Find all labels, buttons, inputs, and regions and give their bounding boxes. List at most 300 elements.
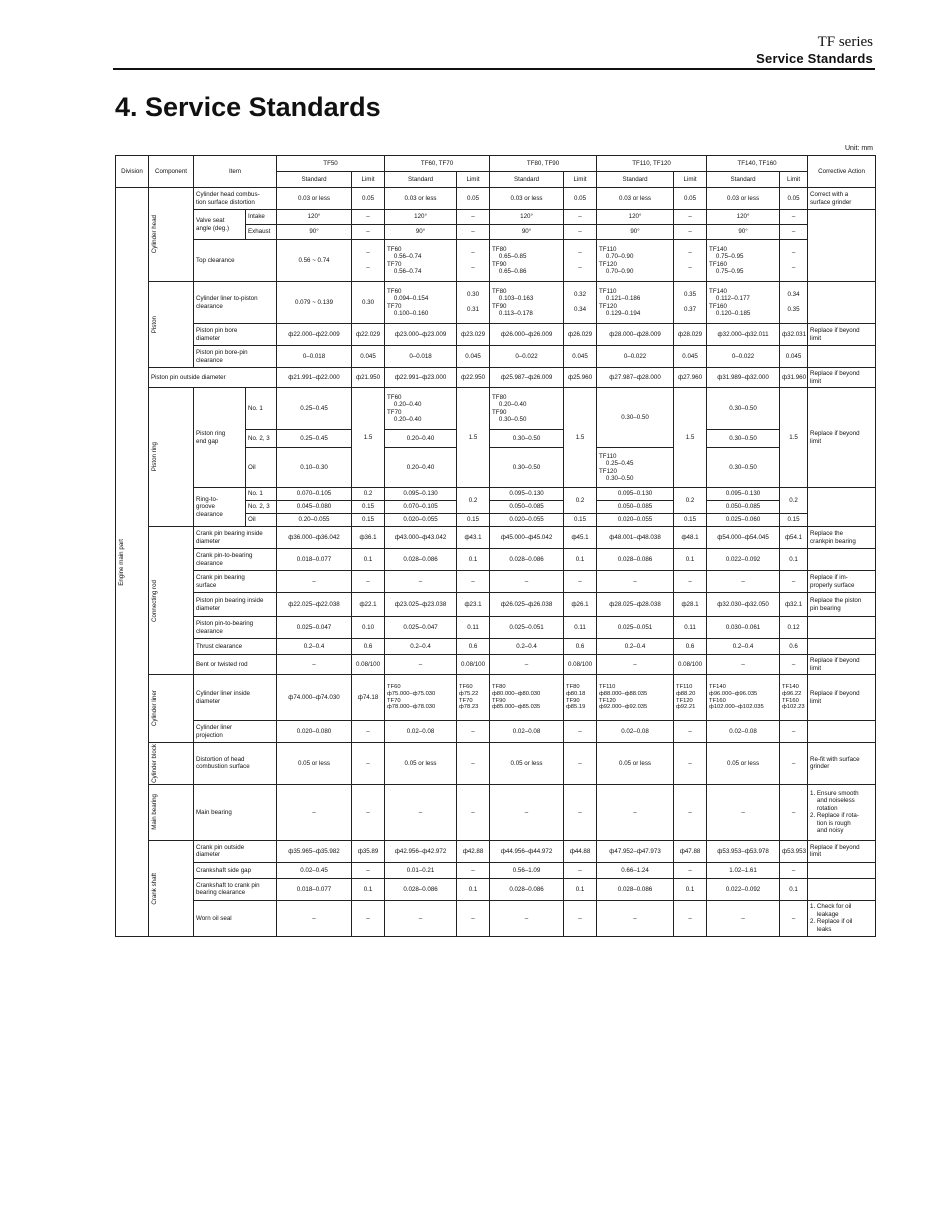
value-cell: 0.56–1.09	[490, 862, 564, 878]
table-row	[116, 743, 876, 785]
value-cell: ф28.029	[674, 324, 707, 346]
value-cell: 0.020–0.055	[597, 514, 674, 527]
value-cell: ф36.1	[352, 527, 385, 549]
table-row	[116, 346, 876, 368]
value-cell: 0.1	[352, 878, 385, 900]
value-cell: 1.5	[564, 388, 597, 488]
value-cell: 0.34 0.35	[780, 282, 808, 324]
value-cell: –	[707, 900, 780, 936]
item-cell: Cylinder liner to-piston clearance	[194, 282, 277, 324]
subitem-cell: No. 1	[246, 388, 277, 430]
value-cell: TF60 0.56–0.74 TF70 0.56–0.74	[385, 240, 457, 282]
value-cell: TF60 0.20–0.40 TF70 0.20–0.40	[385, 388, 457, 430]
value-cell: ф22.025–ф22.038	[277, 593, 352, 617]
value-cell: ф47.88	[674, 840, 707, 862]
value-cell: –	[352, 900, 385, 936]
value-cell: –	[674, 784, 707, 840]
value-cell: 0.02–0.08	[707, 721, 780, 743]
value-cell: –	[385, 900, 457, 936]
value-cell: ф74.000–ф74.030	[277, 675, 352, 721]
component-header: Component	[149, 156, 194, 188]
value-cell: TF60 ф75.000–ф75.030 TF70 ф78.000–ф78.030	[385, 675, 457, 721]
action-cell	[808, 878, 876, 900]
component-connecting-rod: Connecting rod	[149, 527, 194, 675]
limit-header: Limit	[352, 172, 385, 188]
table-header-row	[116, 156, 876, 172]
action-cell: Replace the piston pin bearing	[808, 593, 876, 617]
value-cell: –	[352, 571, 385, 593]
table-row	[116, 862, 876, 878]
value-cell: –	[780, 784, 808, 840]
value-cell: 0.018–0.077	[277, 549, 352, 571]
value-cell: TF80 0.20–0.40 TF90 0.30–0.50	[490, 388, 564, 430]
unit-label: Unit: mm	[845, 145, 873, 152]
value-cell: 0.2–0.4	[277, 639, 352, 655]
value-cell: 0.05 or less	[707, 743, 780, 785]
value-cell: 0.050–0.085	[597, 501, 674, 514]
limit-header: Limit	[564, 172, 597, 188]
value-cell: –	[564, 721, 597, 743]
item-cell: Crank pin-to-bearing clearance	[194, 549, 277, 571]
action-cell: Replace if beyond limit	[808, 840, 876, 862]
value-cell: –	[780, 210, 808, 225]
value-cell: –	[277, 900, 352, 936]
value-cell: 0.022–0.092	[707, 549, 780, 571]
table-row	[116, 900, 876, 936]
table-row	[116, 721, 876, 743]
table-row	[116, 840, 876, 862]
value-cell: –	[457, 743, 490, 785]
value-cell: 120°	[277, 210, 352, 225]
limit-header: Limit	[674, 172, 707, 188]
value-cell: –	[780, 655, 808, 675]
value-cell: –	[780, 900, 808, 936]
value-cell: 0.2–0.4	[707, 639, 780, 655]
value-cell: –	[457, 900, 490, 936]
value-cell: ф54.000–ф54.045	[707, 527, 780, 549]
value-cell: ф44.88	[564, 840, 597, 862]
value-cell: 0–0.022	[707, 346, 780, 368]
value-cell: 0.2	[352, 488, 385, 501]
action-cell: Replace if beyond limit	[808, 388, 876, 488]
model-header: TF140, TF160	[707, 156, 808, 172]
table-row	[116, 593, 876, 617]
value-cell: 90°	[597, 225, 674, 240]
value-cell: 0.028–0.086	[385, 549, 457, 571]
value-cell: ф44.956–ф44.972	[490, 840, 564, 862]
value-cell: –	[352, 784, 385, 840]
table-row	[116, 784, 876, 840]
table-row	[116, 240, 876, 282]
action-cell	[808, 282, 876, 324]
value-cell: 0.025–0.047	[277, 617, 352, 639]
table-row	[116, 617, 876, 639]
value-cell: ф53.953	[780, 840, 808, 862]
value-cell: TF140 0.112–0.177 TF160 0.120–0.185	[707, 282, 780, 324]
value-cell: 0.03 or less	[597, 188, 674, 210]
subitem-cell: Oil	[246, 514, 277, 527]
action-cell: Replace if beyond limit	[808, 675, 876, 721]
item-cell: Crank pin bearing surface	[194, 571, 277, 593]
value-cell: 0.30 0.31	[457, 282, 490, 324]
value-cell: 0.025–0.047	[385, 617, 457, 639]
value-cell: 0.1	[457, 878, 490, 900]
value-cell: 0.050–0.085	[707, 501, 780, 514]
value-cell: 120°	[707, 210, 780, 225]
value-cell: –	[707, 655, 780, 675]
value-cell: –	[564, 571, 597, 593]
action-cell: Replace if beyond limit	[808, 368, 876, 388]
table-row	[116, 527, 876, 549]
service-standards-table	[115, 155, 876, 937]
value-cell: 0.025–0.051	[597, 617, 674, 639]
header-subtitle: Service Standards	[756, 51, 873, 66]
value-cell: 0.15	[674, 514, 707, 527]
value-cell: ф23.029	[457, 324, 490, 346]
subitem-cell: No. 2, 3	[246, 430, 277, 448]
value-cell: 0.028–0.086	[490, 549, 564, 571]
value-cell: 1.5	[780, 388, 808, 488]
value-cell: 0.6	[457, 639, 490, 655]
value-cell: ф23.025–ф23.038	[385, 593, 457, 617]
value-cell: ф23.1	[457, 593, 490, 617]
value-cell: –	[490, 571, 564, 593]
value-cell: 0.11	[564, 617, 597, 639]
value-cell: ф35.89	[352, 840, 385, 862]
standard-header: Standard	[385, 172, 457, 188]
value-cell: 0.028–0.086	[490, 878, 564, 900]
value-cell: 0.05	[780, 188, 808, 210]
value-cell: 0.1	[674, 549, 707, 571]
subitem-cell: No. 2, 3	[246, 501, 277, 514]
value-cell: ф54.1	[780, 527, 808, 549]
value-cell: TF60 ф75.22 TF70 ф78.23	[457, 675, 490, 721]
value-cell: –	[457, 571, 490, 593]
table-row	[116, 282, 876, 324]
value-cell: 0–0.018	[385, 346, 457, 368]
value-cell: ф32.1	[780, 593, 808, 617]
value-cell: 120°	[385, 210, 457, 225]
value-cell: 0.03 or less	[385, 188, 457, 210]
value-cell: –	[564, 900, 597, 936]
value-cell: 90°	[707, 225, 780, 240]
value-cell: ф48.001–ф48.038	[597, 527, 674, 549]
value-cell: –	[707, 784, 780, 840]
value-cell: –	[707, 571, 780, 593]
item-cell: Crank pin outside diameter	[194, 840, 277, 862]
value-cell: ф28.025–ф28.038	[597, 593, 674, 617]
subitem-cell: Exhaust	[246, 225, 277, 240]
model-header: TF50	[277, 156, 385, 172]
value-cell: 0.05	[564, 188, 597, 210]
value-cell: –	[564, 784, 597, 840]
value-cell: 0.6	[564, 639, 597, 655]
value-cell: 0.30–0.50	[490, 448, 564, 488]
value-cell: ф31.960	[780, 368, 808, 388]
value-cell: – –	[457, 240, 490, 282]
standard-header: Standard	[707, 172, 780, 188]
component-main-bearing: Main bearing	[149, 784, 194, 840]
value-cell: 0.028–0.086	[597, 878, 674, 900]
value-cell: 0.05 or less	[277, 743, 352, 785]
action-cell	[808, 862, 876, 878]
value-cell: 0.10	[352, 617, 385, 639]
item-cell: Piston ring end gap	[194, 388, 246, 488]
value-cell: –	[490, 655, 564, 675]
value-cell: –	[457, 721, 490, 743]
value-cell: ф42.88	[457, 840, 490, 862]
table-row	[116, 878, 876, 900]
table-row	[116, 655, 876, 675]
value-cell: 120°	[490, 210, 564, 225]
item-cell: Top clearance	[194, 240, 277, 282]
value-cell: ф22.991–ф23.000	[385, 368, 457, 388]
value-cell: 0.30–0.50	[707, 430, 780, 448]
value-cell: 0.6	[674, 639, 707, 655]
component-cylinder-liner: Cylinder liner	[149, 675, 194, 743]
value-cell: –	[457, 784, 490, 840]
value-cell: 0.08/100	[564, 655, 597, 675]
value-cell: –	[597, 900, 674, 936]
value-cell: –	[385, 655, 457, 675]
item-cell: Crankshaft side gap	[194, 862, 277, 878]
value-cell: ф48.1	[674, 527, 707, 549]
table-row	[116, 388, 876, 430]
value-cell: 0.08/100	[457, 655, 490, 675]
value-cell: ф32.031	[780, 324, 808, 346]
value-cell: 0.1	[352, 549, 385, 571]
value-cell: 0.095–0.130	[385, 488, 457, 501]
subitem-cell: No. 1	[246, 488, 277, 501]
value-cell: TF140 0.75–0.95 TF160 0.75–0.95	[707, 240, 780, 282]
value-cell: 0.079 ~ 0.139	[277, 282, 352, 324]
table-row	[116, 368, 876, 388]
value-cell: 0.25–0.45	[277, 430, 352, 448]
component-cylinder-block: Cylinder block	[149, 743, 194, 785]
value-cell: 0.025–0.051	[490, 617, 564, 639]
value-cell: – –	[780, 240, 808, 282]
value-cell: 0.30–0.50	[597, 388, 674, 448]
value-cell: 0.020–0.055	[385, 514, 457, 527]
value-cell: 0.1	[674, 878, 707, 900]
value-cell: –	[780, 225, 808, 240]
value-cell: TF80 ф80.18 TF90 ф85.19	[564, 675, 597, 721]
value-cell: –	[457, 210, 490, 225]
value-cell: TF140 ф96.000–ф96.035 TF160 ф102.000–ф102.035	[707, 675, 780, 721]
value-cell: 0.1	[564, 878, 597, 900]
value-cell: 0.30–0.50	[707, 448, 780, 488]
standard-header: Standard	[490, 172, 564, 188]
value-cell: –	[457, 862, 490, 878]
value-cell: 0.05	[352, 188, 385, 210]
model-header: TF60, TF70	[385, 156, 490, 172]
value-cell: –	[674, 210, 707, 225]
value-cell: –	[674, 743, 707, 785]
value-cell: –	[352, 721, 385, 743]
value-cell: 0.070–0.105	[385, 501, 457, 514]
item-cell: Valve seat angle (deg.)	[194, 210, 246, 240]
value-cell: –	[564, 862, 597, 878]
value-cell: ф26.029	[564, 324, 597, 346]
value-cell: 0.56 ~ 0.74	[277, 240, 352, 282]
value-cell: 0.01–0.21	[385, 862, 457, 878]
value-cell: TF110 0.70–0.90 TF120 0.70–0.90	[597, 240, 674, 282]
value-cell: 0.020–0.055	[490, 514, 564, 527]
table-row	[116, 549, 876, 571]
value-cell: 90°	[490, 225, 564, 240]
value-cell: 0.15	[352, 514, 385, 527]
value-cell: 0.045	[457, 346, 490, 368]
table-row	[116, 188, 876, 210]
value-cell: 0.6	[352, 639, 385, 655]
value-cell: –	[674, 721, 707, 743]
value-cell: 0.03 or less	[707, 188, 780, 210]
value-cell: 0.2–0.4	[490, 639, 564, 655]
value-cell: TF60 0.094–0.154 TF70 0.100–0.160	[385, 282, 457, 324]
item-cell: Cylinder head combus- tion surface distortion	[194, 188, 277, 210]
value-cell: ф26.1	[564, 593, 597, 617]
component-piston: Piston	[149, 282, 194, 368]
value-cell: TF80 0.65–0.85 TF90 0.65–0.86	[490, 240, 564, 282]
value-cell: ф53.953–ф53.978	[707, 840, 780, 862]
standard-header: Standard	[277, 172, 352, 188]
item-cell: Piston pin bore diameter	[194, 324, 277, 346]
value-cell: 0.1	[564, 549, 597, 571]
value-cell: ф25.987–ф26.009	[490, 368, 564, 388]
value-cell: 0–0.022	[597, 346, 674, 368]
value-cell: 0.2–0.4	[597, 639, 674, 655]
item-cell: Crankshaft to crank pin bearing clearance	[194, 878, 277, 900]
value-cell: 120°	[597, 210, 674, 225]
value-cell: 0.030–0.061	[707, 617, 780, 639]
value-cell: 0.2	[674, 488, 707, 514]
value-cell: 0.20–0.055	[277, 514, 352, 527]
standard-header: Standard	[597, 172, 674, 188]
value-cell: 0.08/100	[674, 655, 707, 675]
item-cell: Worn oil seal	[194, 900, 277, 936]
value-cell: ф47.952–ф47.973	[597, 840, 674, 862]
value-cell: 0.15	[352, 501, 385, 514]
value-cell: 0.05 or less	[385, 743, 457, 785]
value-cell: 0.025–0.060	[707, 514, 780, 527]
value-cell: 1.5	[674, 388, 707, 488]
value-cell: TF140 ф96.22 TF160 ф102.23	[780, 675, 808, 721]
value-cell: ф27.987–ф28.000	[597, 368, 674, 388]
value-cell: 0–0.018	[277, 346, 352, 368]
value-cell: –	[277, 571, 352, 593]
value-cell: 0.12	[780, 617, 808, 639]
value-cell: –	[564, 225, 597, 240]
model-header: TF80, TF90	[490, 156, 597, 172]
value-cell: TF110 ф88.20 TF120 ф92.21	[674, 675, 707, 721]
value-cell: 0.095–0.130	[707, 488, 780, 501]
item-cell: Piston pin outside diameter	[149, 368, 277, 388]
value-cell: –	[674, 862, 707, 878]
value-cell: ф21.991–ф22.000	[277, 368, 352, 388]
value-cell: 0.05	[674, 188, 707, 210]
value-cell: ф25.960	[564, 368, 597, 388]
value-cell: 0.08/100	[352, 655, 385, 675]
value-cell: –	[277, 655, 352, 675]
value-cell: –	[385, 784, 457, 840]
value-cell: ф28.1	[674, 593, 707, 617]
action-cell	[808, 721, 876, 743]
value-cell: –	[674, 225, 707, 240]
value-cell: 0.15	[564, 514, 597, 527]
value-cell: ф43.1	[457, 527, 490, 549]
value-cell: ф22.000–ф22.009	[277, 324, 352, 346]
division-header: Division	[116, 156, 149, 188]
limit-header: Limit	[457, 172, 490, 188]
action-cell	[808, 488, 876, 527]
value-cell: –	[352, 743, 385, 785]
value-cell: ф22.1	[352, 593, 385, 617]
value-cell: 1.02–1.61	[707, 862, 780, 878]
action-cell: Replace if im- properly surface	[808, 571, 876, 593]
value-cell: 0.02–0.08	[490, 721, 564, 743]
component-crankshaft: Crank shaft	[149, 840, 194, 936]
value-cell: 0.02–0.08	[597, 721, 674, 743]
value-cell: 0.070–0.105	[277, 488, 352, 501]
value-cell: 0.35 0.37	[674, 282, 707, 324]
value-cell: –	[780, 571, 808, 593]
value-cell: –	[597, 784, 674, 840]
table-row	[116, 488, 876, 501]
action-cell: 1. Ensure smooth and noiseless rotation 2. Replace if rota- tion is rough and noisy	[808, 784, 876, 840]
value-cell: TF80 ф80.000–ф80.030 TF90 ф85.000–ф85.035	[490, 675, 564, 721]
value-cell: 0.022–0.092	[707, 878, 780, 900]
value-cell: 0.2–0.4	[385, 639, 457, 655]
value-cell: 0.30–0.50	[490, 430, 564, 448]
value-cell: 0.30–0.50	[707, 388, 780, 430]
value-cell: ф35.965–ф35.982	[277, 840, 352, 862]
value-cell: –	[674, 571, 707, 593]
value-cell: 0.045	[674, 346, 707, 368]
value-cell: –	[674, 900, 707, 936]
value-cell: –	[352, 210, 385, 225]
value-cell: –	[780, 743, 808, 785]
value-cell: 0.050–0.085	[490, 501, 564, 514]
component-cylinder-head: Cylinder head	[149, 188, 194, 282]
value-cell: 90°	[385, 225, 457, 240]
value-cell: 0.045	[780, 346, 808, 368]
value-cell: 0.095–0.130	[490, 488, 564, 501]
action-cell: Replace if beyond limit	[808, 324, 876, 346]
value-cell: 0.6	[780, 639, 808, 655]
limit-header: Limit	[780, 172, 808, 188]
value-cell: TF110 0.25–0.45 TF120 0.30–0.50	[597, 448, 674, 488]
table-row	[116, 675, 876, 721]
item-cell: Thrust clearance	[194, 639, 277, 655]
value-cell: 0.028–0.086	[597, 549, 674, 571]
value-cell: 0.095–0.130	[597, 488, 674, 501]
item-header: Item	[194, 156, 277, 188]
value-cell: 0.1	[780, 549, 808, 571]
value-cell: 0.020–0.080	[277, 721, 352, 743]
value-cell: –	[564, 743, 597, 785]
value-cell: –	[352, 225, 385, 240]
value-cell: ф22.950	[457, 368, 490, 388]
value-cell: 0.32 0.34	[564, 282, 597, 324]
value-cell: –	[352, 862, 385, 878]
value-cell: 0.045	[564, 346, 597, 368]
value-cell: ф36.000–ф36.042	[277, 527, 352, 549]
value-cell: 0.15	[457, 514, 490, 527]
action-cell	[808, 346, 876, 368]
value-cell: ф28.000–ф28.009	[597, 324, 674, 346]
value-cell: 0.10–0.30	[277, 448, 352, 488]
table-row	[116, 639, 876, 655]
